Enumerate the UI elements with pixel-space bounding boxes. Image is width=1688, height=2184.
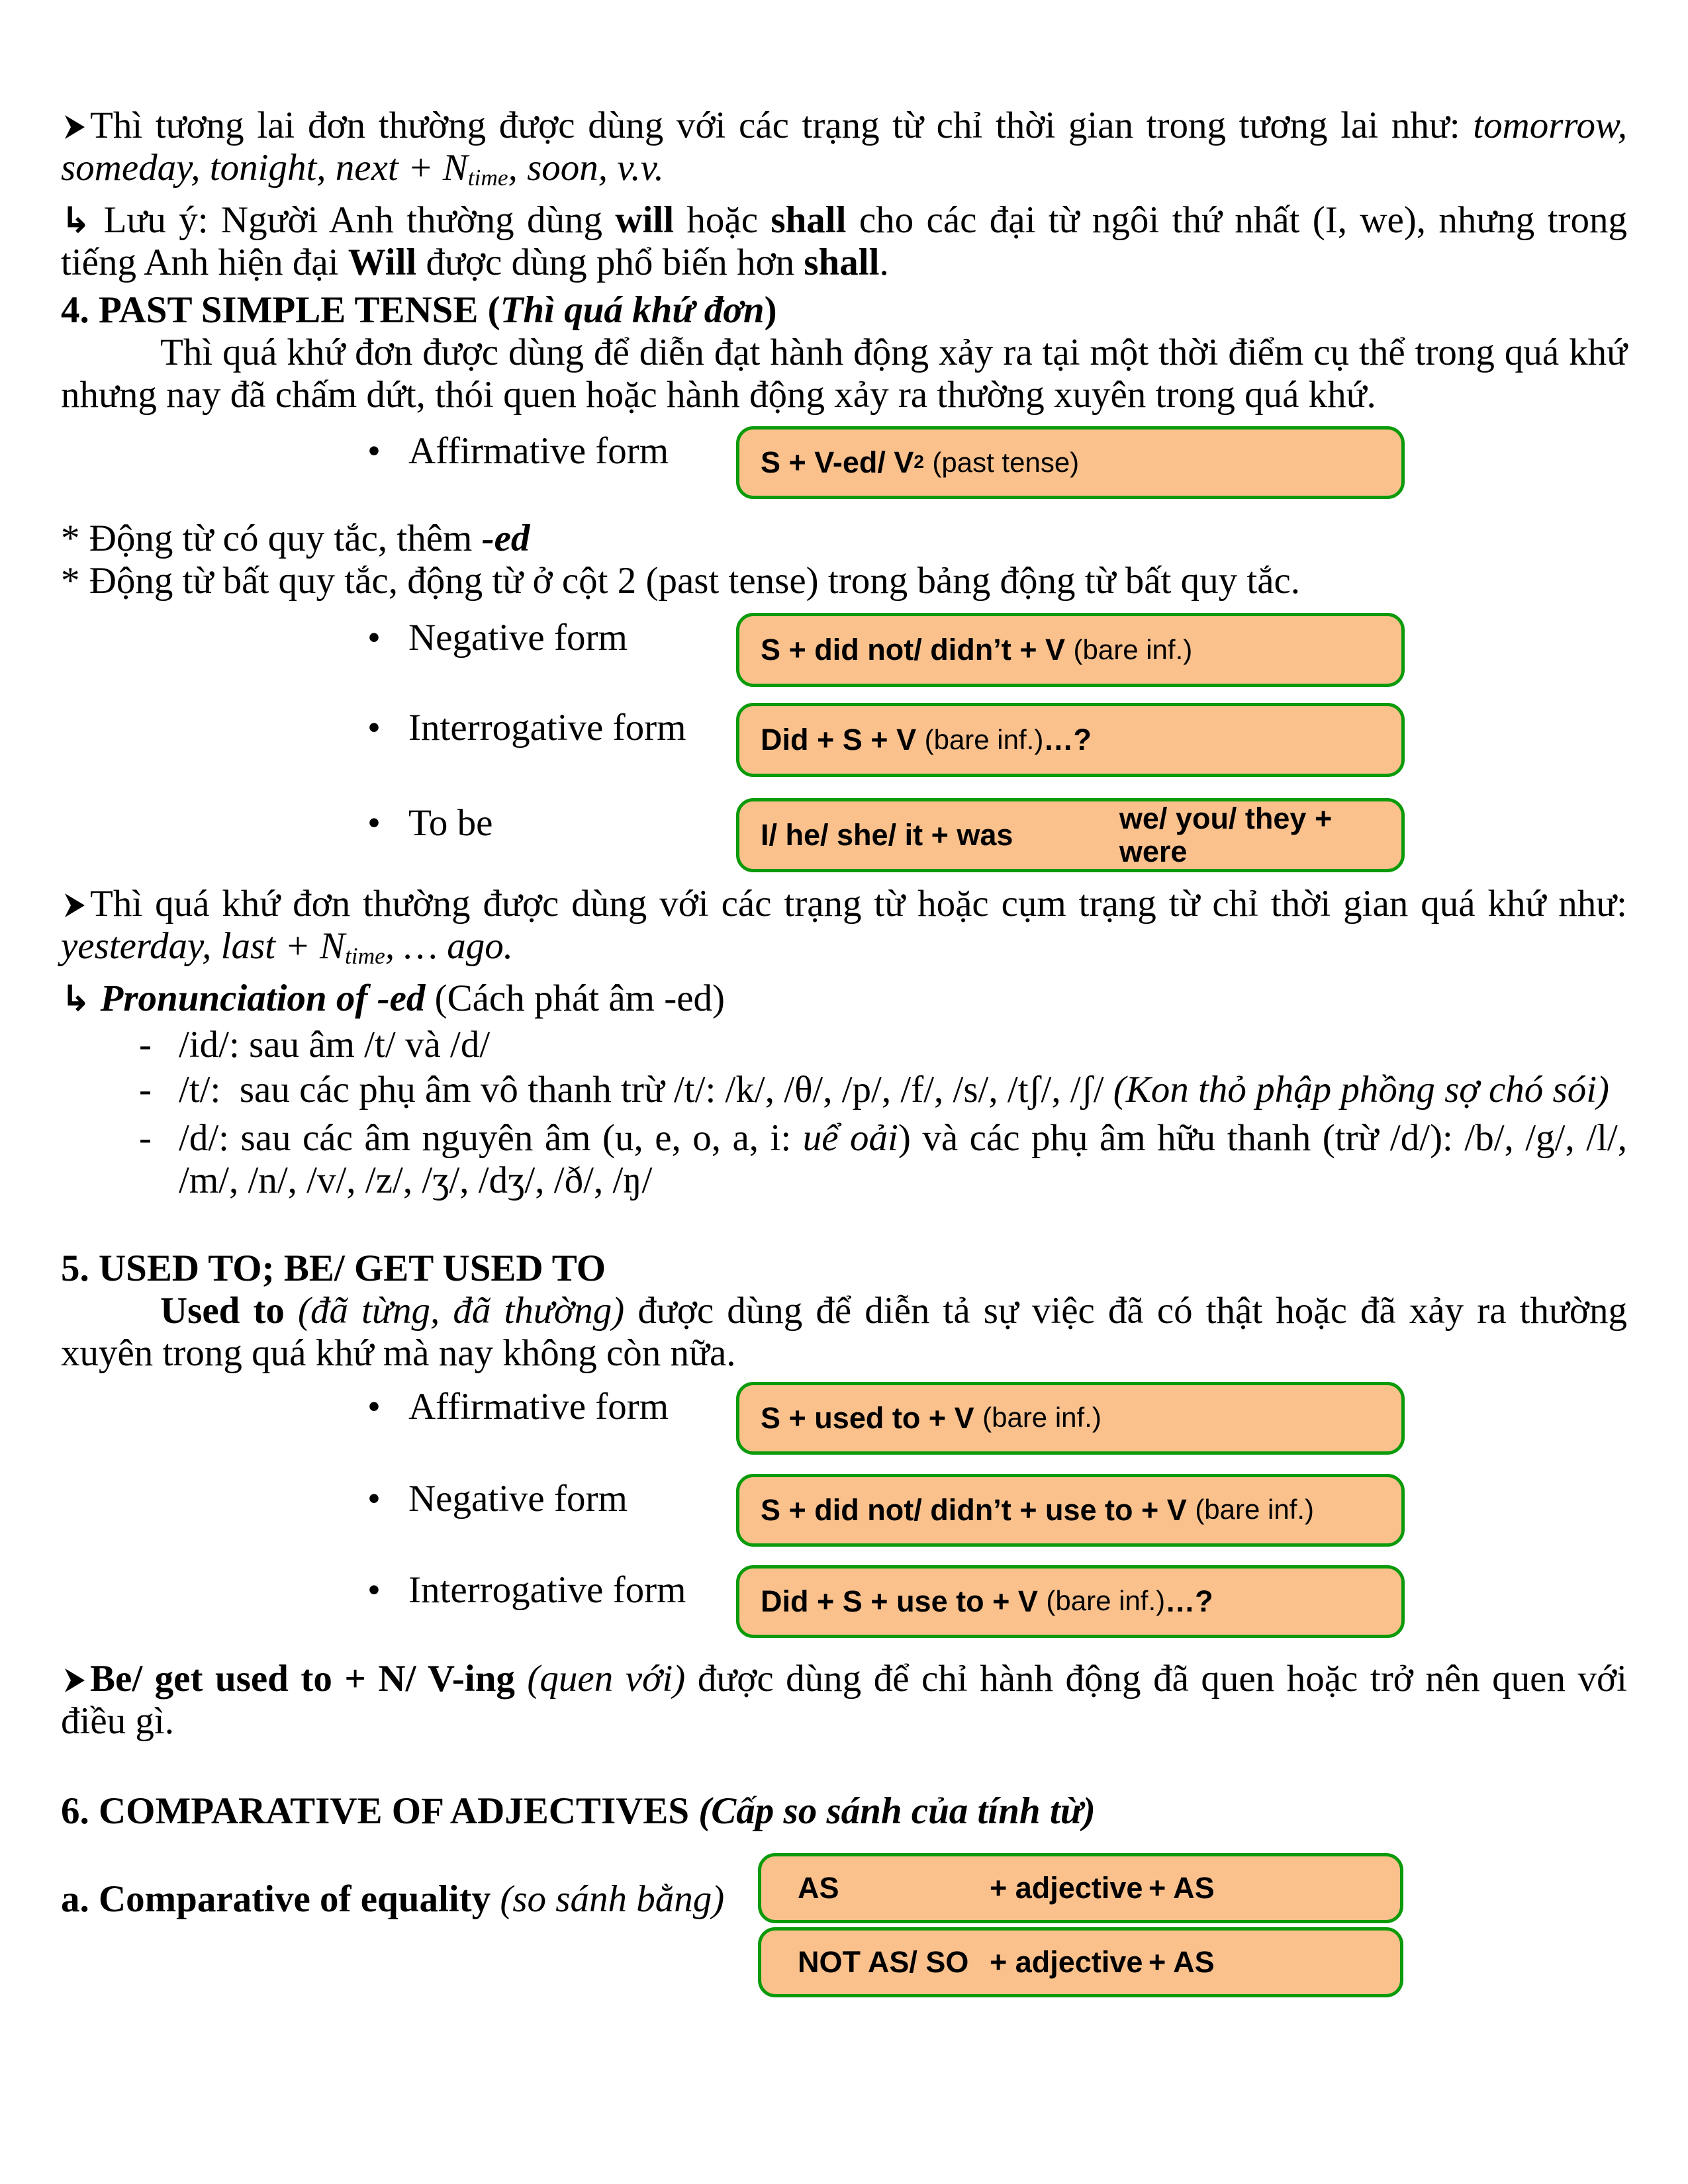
bullet-icon: •: [367, 1385, 381, 1428]
bullet-label-past-affirmative: [61, 426, 736, 499]
row-usedto-negative: [61, 1474, 1627, 1547]
heading-used-to: 5. USED TO; BE/ GET USED TO: [61, 1247, 606, 1289]
pronunciation-item-d-text: /d/: sau các âm nguyên âm (u, e, o, a, i: uể oải) và các phụ âm hữu thanh (trừ /d/): /b/, /g/, /l/, /m/, /n/, /v/, /z/, /ʒ/, /dʒ/, /ð/, /ŋ/: [179, 1116, 1637, 1201]
equality-boxes: [758, 1853, 1403, 1997]
bullet-label-usedto-affirmative: [61, 1382, 736, 1455]
note-regular-verbs: * Động từ có quy tắc, thêm -ed: [61, 517, 530, 559]
paragraph-future-adverbs: [61, 105, 1637, 199]
dash-marker: -: [139, 1116, 152, 1159]
form-label: To be: [408, 801, 493, 844]
paragraph-past-adverbs-text: Thì quá khứ đơn thường được dùng với các trạng từ hoặc cụm trạng từ chỉ thời gian quá khứ như: yesterday, last + $N_{time}$, … ago.: [61, 882, 1637, 969]
heading-pronunciation: [61, 978, 1627, 1020]
paragraph-be-get-used-to-text: Be/ get used to + N/ V-ing (quen với) được dùng để chỉ hành động đã quen hoặc trở nên quen với điều gì.: [61, 1657, 1637, 1742]
paragraph-past-simple-desc: Thì quá khứ đơn được dùng để diễn đạt hành động xảy ra tại một thời điểm cụ thể trong quá khứ nhưng nay đã chấm dứt, thói quen hoặc hành động xảy ra thường xuyên trong quá khứ.: [61, 331, 1637, 416]
form-label: Negative form: [408, 1477, 628, 1520]
row-past-affirmative: [61, 426, 1627, 499]
row-usedto-affirmative: [61, 1382, 1627, 1455]
formula-box-past-affirmative: S + V-ed/ V 2 (past tense): [736, 426, 1405, 499]
bullet-icon: •: [367, 430, 381, 472]
bullet-icon: •: [367, 801, 381, 844]
form-label: Negative form: [408, 616, 628, 659]
formula-box-past-tobe: I/ he/ she/ it + was we/ you/ they + were: [736, 798, 1405, 872]
row-past-tobe: [61, 798, 1627, 872]
paragraph-future-adverbs-text: Thì tương lai đơn thường được dùng với các trạng từ chỉ thời gian trong tương lai như: tomorrow, someday, tonight, next + $N_{time}$, soon, v.v.: [61, 105, 1637, 191]
heading-past-simple: 4. PAST SIMPLE TENSE (Thì quá khứ đơn): [61, 289, 777, 331]
bullet-icon: •: [367, 616, 381, 659]
dash-marker: -: [139, 1068, 152, 1111]
paragraph-used-to-desc: Used to (đã từng, đã thường) được dùng để diễn tả sự việc đã có thật hoặc đã xảy ra thường xuyên trong quá khứ mà nay không còn nữa.: [61, 1289, 1637, 1374]
pronunciation-item-id-text: /id/: sau âm /t/ và /d/: [179, 1023, 491, 1066]
bullet-label-past-interrogative: [61, 703, 736, 777]
bullet-icon: •: [367, 1477, 381, 1520]
formula-box-not-as-so: NOT AS/ SO + adjective + AS: [758, 1927, 1403, 1997]
row-usedto-interrogative: [61, 1565, 1627, 1638]
heading-pronunciation-text: Pronunciation of -ed (Cách phát âm -ed): [91, 977, 726, 1019]
form-label: Interrogative form: [408, 1569, 686, 1611]
form-label: Affirmative form: [408, 1385, 669, 1428]
pronunciation-item-d: [61, 1116, 1637, 1202]
bullet-icon: •: [367, 1569, 381, 1611]
arrowhead-icon: [61, 109, 87, 138]
paragraph-be-get-used-to: [61, 1657, 1637, 1743]
row-past-interrogative: [61, 703, 1627, 777]
bullet-label-past-tobe: [61, 798, 736, 872]
row-past-negative: [61, 613, 1627, 687]
paragraph-will-note: [61, 199, 1637, 284]
bent-arrow-icon: ↳: [61, 977, 91, 1019]
bent-arrow-icon: ↳: [61, 199, 91, 241]
note-irregular-verbs: * Động từ bất quy tắc, động từ ở cột 2 (past tense) trong bảng động từ bất quy tắc.: [61, 559, 1301, 602]
dash-marker: -: [139, 1023, 152, 1066]
bullet-label-past-negative: [61, 613, 736, 687]
heading-comparative: 6. COMPARATIVE OF ADJECTIVES (Cấp so sánh của tính từ): [61, 1790, 1096, 1832]
paragraph-will-note-text: Lưu ý: Người Anh thường dùng will hoặc shall cho các đại từ ngôi thứ nhất (I, we), nhưng trong tiếng Anh hiện đại Will được dùng phổ biến hơn shall.: [61, 199, 1637, 283]
row-comparative-equality: [61, 1853, 1627, 1997]
formula-box-usedto-affirmative: S + used to + V (bare inf.): [736, 1382, 1405, 1455]
bullet-label-usedto-negative: [61, 1474, 736, 1547]
equality-label: a. Comparative of equality (so sánh bằng): [61, 1878, 725, 1920]
pronunciation-item-t: [61, 1069, 1627, 1111]
formula-box-past-interrogative: Did + S + V (bare inf.) …?: [736, 703, 1405, 777]
pronunciation-item-t-text: /t/: sau các phụ âm vô thanh trừ /t/: /k/, /θ/, /p/, /f/, /s/, /tʃ/, /ʃ/ (Kon thỏ phập phồng sợ chó sói): [179, 1068, 1610, 1111]
arrowhead-icon: [61, 887, 87, 916]
form-label: Interrogative form: [408, 706, 686, 749]
formula-box-usedto-negative: S + did not/ didn’t + use to + V (bare inf.): [736, 1474, 1405, 1547]
formula-box-usedto-interrogative: Did + S + use to + V (bare inf.) …?: [736, 1565, 1405, 1638]
form-label: Affirmative form: [408, 430, 669, 472]
formula-box-past-negative: S + did not/ didn’t + V (bare inf.): [736, 613, 1405, 687]
paragraph-past-adverbs: [61, 882, 1637, 978]
arrowhead-icon: [61, 1662, 87, 1691]
bullet-icon: •: [367, 706, 381, 749]
bullet-label-usedto-interrogative: [61, 1565, 736, 1638]
pronunciation-item-id: [61, 1024, 1627, 1066]
formula-box-as: AS + adjective + AS: [758, 1853, 1403, 1923]
